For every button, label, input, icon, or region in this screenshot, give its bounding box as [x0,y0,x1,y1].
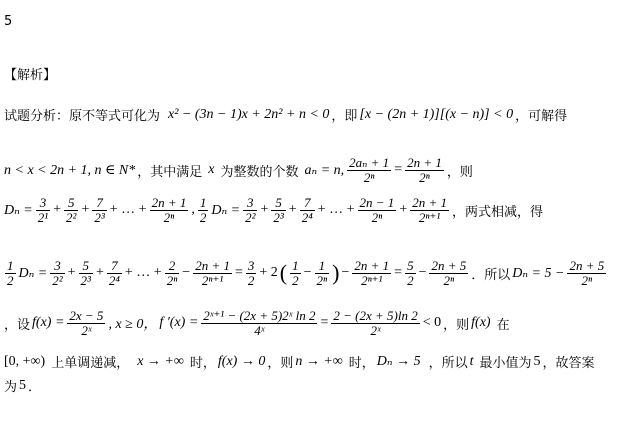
line-1 [4,105,567,124]
answer-number: 5 [4,14,13,29]
text-count: 为整数的个数 [220,164,299,180]
term: $\frac{3}{\text{2²}}$ [52,258,63,288]
term: $\frac{1}{\text{2ⁿ}}$ [316,258,328,288]
limit-f: f(x) → 0 [217,353,266,369]
text-then: ，则 [446,164,473,180]
text-answer: ，故答案 [542,356,595,371]
analysis-intro: 试题分析：原不等式可化为 [4,109,161,124]
text-where: ，其中满足 [137,164,203,180]
line-6 [4,352,595,371]
line-4: $\frac{1}{2}$ Dₙ = $\frac{3}{\text{2²}}$ + $\frac{5}{\text{2³}}$ + $\frac{7}{\text{2⁴}}$ + … + $\frac{2}{\text{2ⁿ}}$ − $\frac{2n + 1}{\text{2ⁿ⁺¹}}$ = $\frac{3}{2}$ + 2 ( $\frac{1}{2}$ − $\frac{1}{\text{2ⁿ}}$ ) − $\frac{2n + 1}{\text{2ⁿ⁺¹}}$ = $\frac{5}{2}$ − $\frac{2n + 5}{\text{2ⁿ}}$ ．所以 Dₙ = 5 − $\frac{2n + 5}{\text{2ⁿ}}$ [7,258,605,288]
text-when: 时， [348,356,375,371]
ellipsis: + … + [317,202,355,218]
Dn-label: Dₙ = [211,202,241,218]
plus-two: + 2 [259,265,278,281]
term: $\frac{2x - 5}{\text{2ˣ}}$ [69,308,104,338]
text-on: 在 [496,317,510,333]
range-expression: n < x < 2n + 1, n ∈ N* [4,162,136,178]
text-then: ，则 [267,356,294,371]
limit-n: n → +∞ [295,353,343,369]
text-so: ，所以 [428,356,468,371]
solve-text: ，可解得 [515,109,568,124]
term: $\frac{3}{2}$ [247,258,255,288]
term: $\frac{2n + 1}{\text{2ⁿ⁺¹}}$ [195,258,230,288]
var-x: x [208,162,215,178]
ellipsis: + … + [109,202,147,218]
text-min: 最小值为 [479,356,532,371]
half: $\frac{1}{2}$ [199,195,207,225]
text-is: 为 [4,380,18,395]
term: $\frac{2n + 1}{\text{2ⁿ}}$ [151,195,187,225]
term: $\frac{5}{2}$ [407,258,414,288]
quadratic-inequality: x² − (3n − 1)x + 2n² + n < 0 [168,106,330,122]
text-decreasing: 上单调递减， [51,356,130,371]
term: $\frac{7}{\text{2³}}$ [94,195,105,225]
Dn-label: Dₙ = [18,265,48,281]
period: ． [28,380,42,395]
Dn-result: Dₙ = 5 − [512,265,565,281]
interval: [0, +∞) [4,353,46,369]
term: $\frac{1}{2}$ [292,258,299,288]
ellipsis: + … + [124,265,162,281]
term: $\frac{2}{\text{2ⁿ}}$ [166,258,178,288]
term: $\frac{\text{2ˣ⁺¹ − (2x + 5)2ˣ ln 2}}{\text{4ˣ}}$ [203,308,316,338]
fraction-2n1: $\frac{2n + 1}{\text{2ⁿ}}$ [407,155,442,185]
limit-x: x → +∞ [137,353,184,369]
term: $\frac{2n + 1}{\text{2ⁿ⁺¹}}$ [354,258,390,288]
term: $\frac{7}{\text{2⁴}}$ [301,195,313,225]
Dn-label: Dₙ = [4,202,33,218]
term: $\frac{2n + 1}{\text{2ⁿ⁺¹}}$ [412,195,447,225]
term: $\frac{3}{\text{2¹}}$ [37,195,49,225]
line-2 [4,156,473,184]
line-3: Dₙ = $\frac{3}{\text{2¹}}$ + $\frac{5}{\text{2²}}$ + $\frac{7}{\text{2³}}$ + … + $\frac{2n + 1}{\text{2ⁿ}}$ , $\frac{1}{2}$ Dₙ = $\frac{3}{\text{2²}}$ + $\frac{5}{\text{2³}}$ + $\frac{7}{\text{2⁴}}$ + … + $\frac{2n - 1}{\text{2ⁿ}}$ + $\frac{2n + 1}{\text{2ⁿ⁺¹}}$ ，两式相减，得 [4,195,544,225]
term: $\frac{5}{\text{2³}}$ [80,258,91,288]
section-label: 【解析】 [4,68,57,83]
f-def: f(x) = [32,315,65,331]
f-prime: f ′(x) = [159,315,199,331]
text-set: ，设 [4,317,31,333]
term: $\frac{2n - 1}{\text{2ⁿ}}$ [359,195,395,225]
term: $\frac{2 - (2x + 5)\ln 2}{\text{2ˣ}}$ [333,308,418,338]
less-zero: < 0 [422,315,442,331]
text-subtract: ，两式相减，得 [452,204,544,220]
term: $\frac{7}{\text{2⁴}}$ [108,258,120,288]
text-so: ．所以 [471,267,511,283]
text-then: ，则 [443,317,470,333]
line-7 [4,376,41,395]
line-5: ，设 f(x) = $\frac{2x - 5}{\text{2ˣ}}$ , x ≥ 0， f ′(x) = $\frac{\text{2ˣ⁺¹ − (2x + 5)2ˣ ln 2}}{\text{4ˣ}}$ = $\frac{2 - (2x + 5)\ln 2}{\text{2ˣ}}$ < 0 ，则 f(x) 在 [4,308,510,338]
text-when: 时， [189,356,216,371]
an-def: aₙ = n, [304,162,345,178]
half: $\frac{1}{2}$ [7,258,14,288]
term: $\frac{2n + 5}{\text{2ⁿ}}$ [431,258,467,288]
equals-sign: = [394,162,403,178]
f-of-x: f(x) [471,315,491,331]
factored-inequality: [x − (2n + 1)][(x − n)] < 0 [359,106,514,122]
fraction-an: $\frac{\text{2aₙ + 1}}{\text{2ⁿ}}$ [349,155,390,185]
limit-Dn: Dₙ → 5 [376,354,421,369]
term: $\frac{5}{\text{2²}}$ [66,195,77,225]
var-t: t [469,353,474,369]
value-five: 5 [533,353,541,369]
conj-text: ，即 [331,109,358,124]
term: $\frac{2n + 5}{\text{2ⁿ}}$ [569,258,605,288]
term: $\frac{5}{\text{2³}}$ [273,195,284,225]
term: $\frac{3}{\text{2²}}$ [245,195,256,225]
final-answer: 5 [19,377,27,393]
domain-cond: , x ≥ 0， [108,317,158,333]
